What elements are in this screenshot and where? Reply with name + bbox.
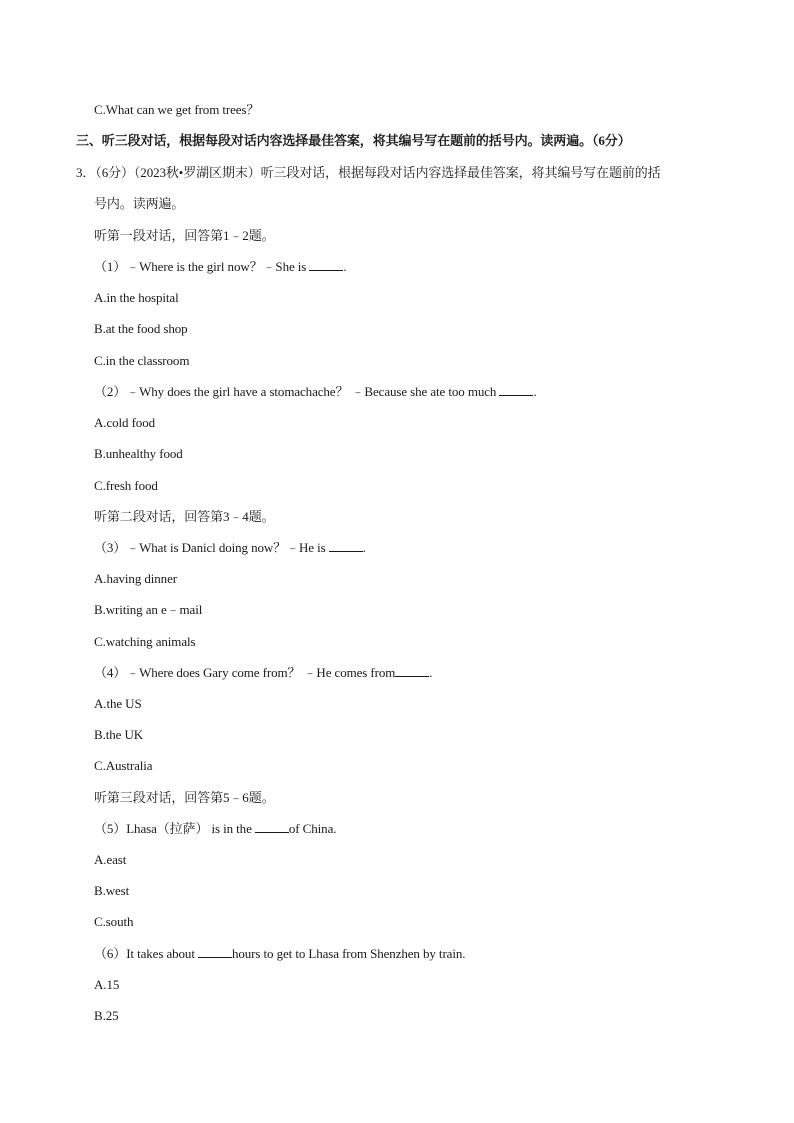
option-line: C.in the classroom	[94, 353, 190, 368]
answer-blank	[499, 384, 533, 396]
sub-question-text: （2）﹣Why does the girl have a stomachache？ ﹣Because she ate too much	[94, 384, 500, 399]
option-line: C.What can we get from trees？	[94, 102, 260, 117]
option-line: A.east	[94, 852, 127, 867]
dialogue-instruction: 听第二段对话，回答第3﹣4题。	[94, 509, 275, 524]
question-stem-cont: 号内。读两遍。	[94, 196, 185, 211]
sub-question	[94, 540, 366, 556]
dialogue-instruction: 听第三段对话，回答第5﹣6题。	[94, 790, 275, 805]
sub-question-text: （1）﹣Where is the girl now？﹣She is	[94, 259, 310, 274]
option-line: B.at the food shop	[94, 321, 188, 336]
option-line: A.having dinner	[94, 571, 177, 586]
option-line: A.in the hospital	[94, 290, 179, 305]
option-line: A.15	[94, 977, 120, 992]
sub-question-end: hours to get to Lhasa from Shenzhen by train.	[231, 946, 466, 961]
sub-question-end: .	[343, 259, 347, 274]
sub-question	[94, 946, 465, 962]
sub-question-end: .	[533, 384, 537, 399]
section-heading: 三、听三段对话，根据每段对话内容选择最佳答案，将其编号写在题前的括号内。读两遍。（6分）	[76, 133, 631, 148]
sub-question	[94, 665, 432, 681]
option-line: C.fresh food	[94, 478, 158, 493]
sub-question	[94, 384, 537, 400]
sub-question-text: （4）﹣Where does Gary come from？ ﹣He comes from	[94, 665, 396, 680]
sub-question-end: .	[362, 540, 366, 555]
option-line: B.writing an e﹣mail	[94, 602, 203, 617]
option-line: C.watching animals	[94, 634, 196, 649]
sub-question-end: .	[429, 665, 433, 680]
option-line: B.the UK	[94, 727, 144, 742]
option-line: C.Australia	[94, 758, 153, 773]
option-line: A.the US	[94, 696, 142, 711]
answer-blank	[198, 946, 232, 958]
sub-question-text: （5）Lhasa（拉萨） is in the	[94, 821, 255, 836]
option-line: B.25	[94, 1008, 119, 1023]
sub-question	[94, 821, 336, 837]
dialogue-instruction: 听第一段对话，回答第1﹣2题。	[94, 228, 275, 243]
option-line: B.unhealthy food	[94, 446, 183, 461]
sub-question-end: of China.	[288, 821, 337, 836]
sub-question	[94, 259, 347, 275]
sub-question-text: （3）﹣What is Danicl doing now？﹣He is	[94, 540, 329, 555]
answer-blank	[309, 259, 343, 271]
option-line: C.south	[94, 914, 134, 929]
option-line: B.west	[94, 883, 130, 898]
option-line: A.cold food	[94, 415, 155, 430]
answer-blank	[395, 665, 429, 677]
question-stem: 3．（6分）（2023秋•罗湖区期末）听三段对话，根据每段对话内容选择最佳答案，将其编号写在题前的括	[76, 165, 661, 180]
answer-blank	[255, 821, 289, 833]
answer-blank	[329, 540, 363, 552]
sub-question-text: （6）It takes about	[94, 946, 198, 961]
